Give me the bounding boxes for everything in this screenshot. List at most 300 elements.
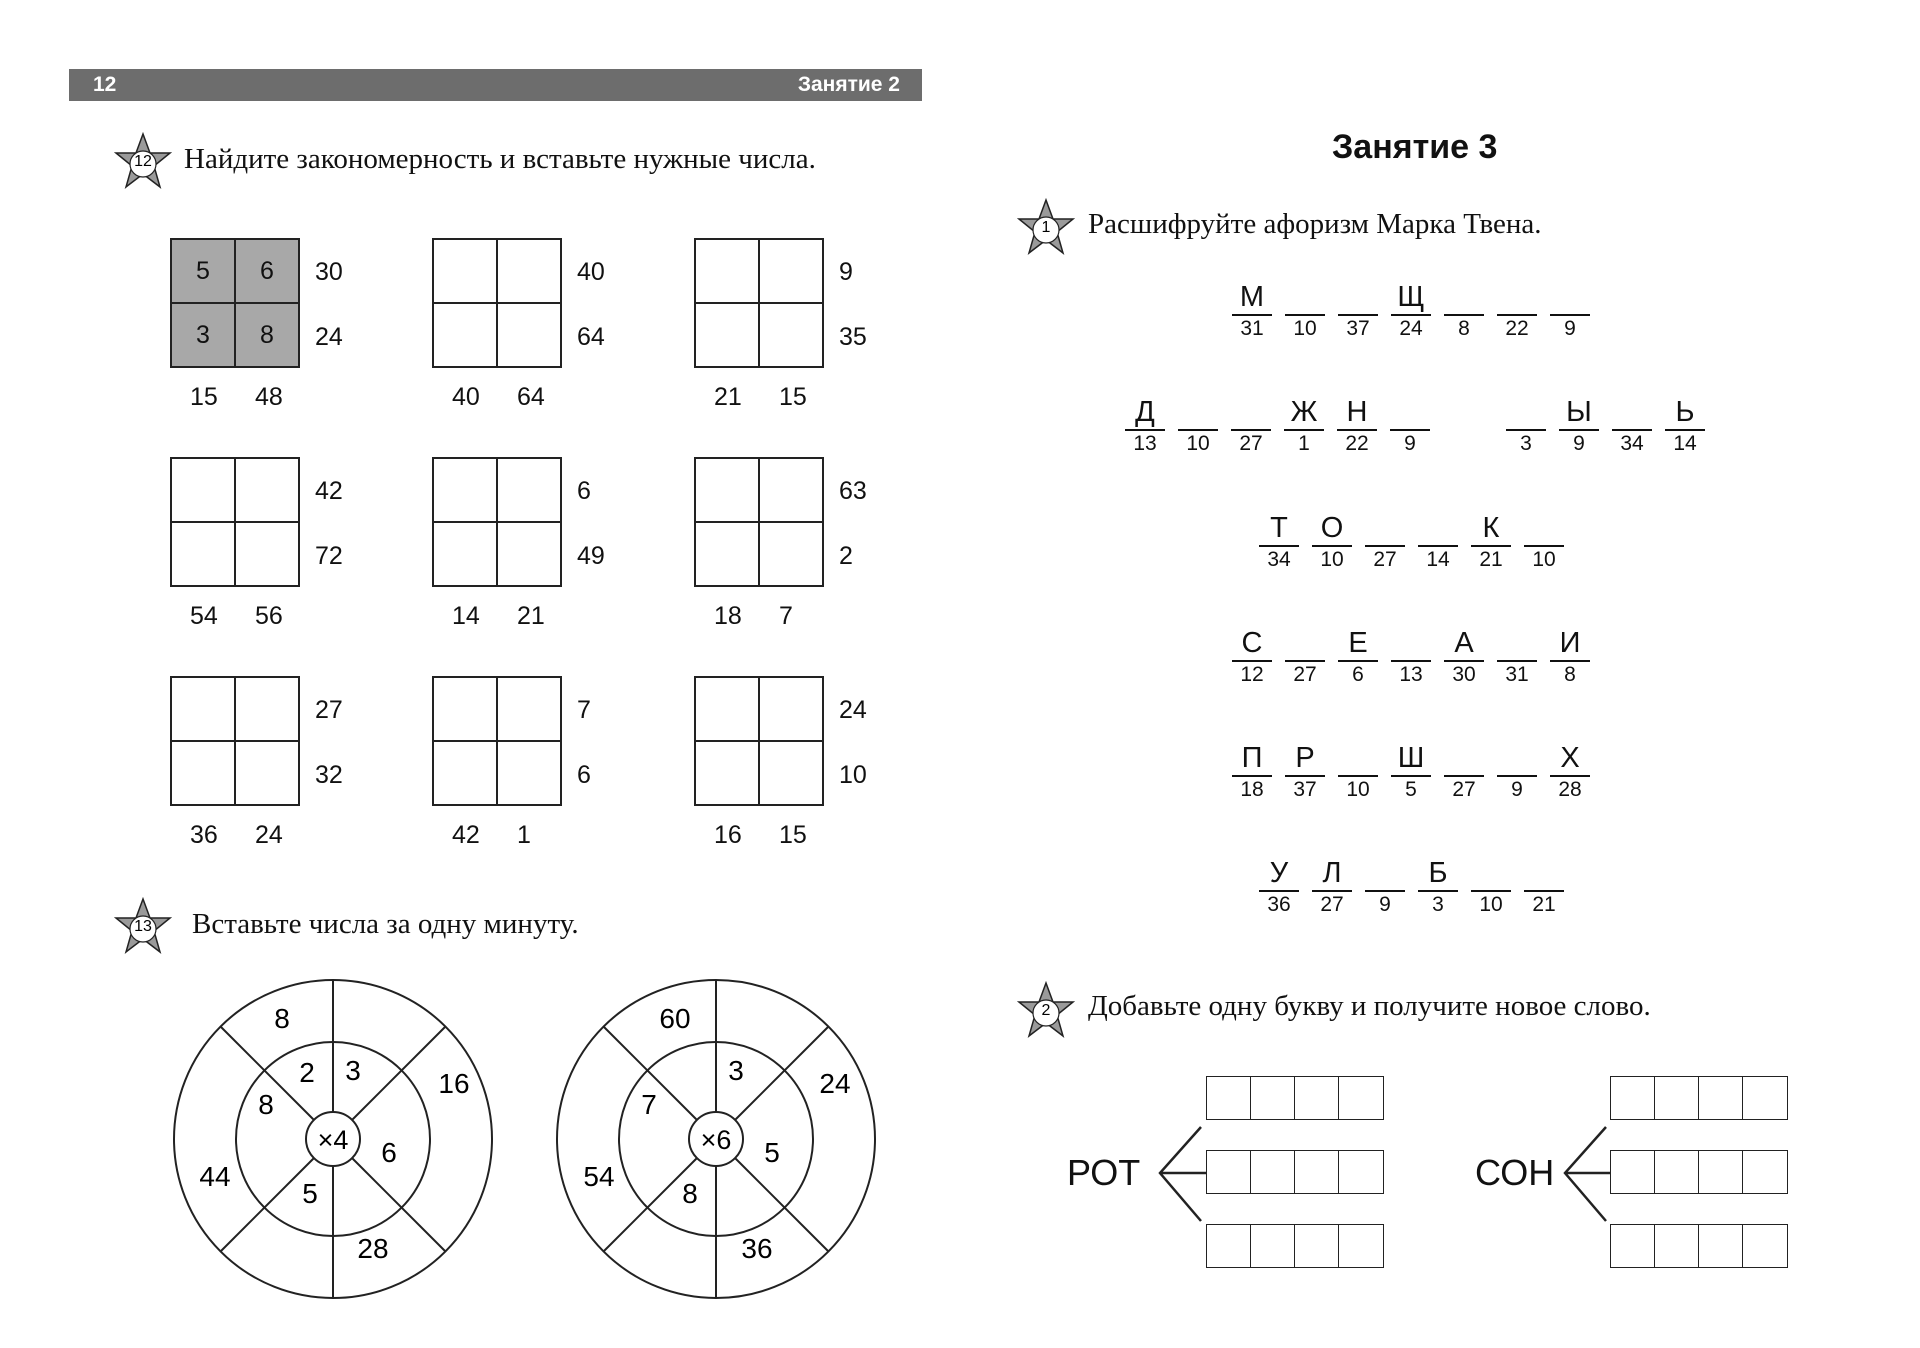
cipher-code: 12 [1240, 663, 1264, 686]
cipher-letter: К [1482, 512, 1500, 544]
answer-line [1665, 429, 1705, 431]
column-result: 24 [255, 821, 283, 849]
lesson-label: Занятие 2 [797, 73, 900, 96]
wheel-2-inner-value: 5 [764, 1137, 780, 1168]
cipher-slot[interactable] [1363, 512, 1407, 570]
number-grid [694, 676, 824, 806]
cipher-letter: Т [1270, 512, 1288, 544]
column-result: 14 [452, 602, 480, 630]
grid-cell[interactable] [497, 741, 561, 805]
cipher-slot[interactable] [1229, 396, 1273, 454]
page-number: 12 [93, 73, 117, 96]
cipher-letter [1388, 396, 1432, 428]
grid-cell[interactable] [171, 741, 235, 805]
wheel-2-outer-value: 24 [819, 1068, 851, 1099]
cipher-letter [1229, 396, 1273, 428]
column-result: 16 [714, 821, 742, 849]
cipher-code: 22 [1345, 432, 1369, 455]
cipher-code: 8 [1458, 317, 1470, 340]
cipher-row [1123, 396, 1716, 454]
cipher-letter [1442, 281, 1486, 313]
cipher-slot[interactable] [1336, 627, 1380, 685]
number-grid [694, 457, 824, 587]
cipher-slot[interactable] [1389, 627, 1433, 685]
task-1-number: 1 [1041, 219, 1051, 236]
task-2-text: Добавьте одну букву и получите новое слово. [1088, 990, 1651, 1022]
row-result: 72 [315, 542, 343, 570]
column-result: 15 [779, 821, 807, 849]
cipher-letter: И [1559, 627, 1581, 659]
cipher-letter [1495, 627, 1539, 659]
page-header-bar [69, 69, 922, 101]
cipher-code: 37 [1293, 778, 1317, 801]
grid-cell[interactable] [171, 677, 235, 741]
wheel-2-center: ×6 [700, 1125, 732, 1155]
cipher-code: 10 [1532, 548, 1556, 571]
number-grid [432, 457, 562, 587]
branch-arrow-icon [1561, 1125, 1613, 1225]
column-result: 56 [255, 602, 283, 630]
answer-line [1391, 775, 1431, 777]
answer-line [1125, 429, 1165, 431]
grid-cell[interactable] [497, 522, 561, 586]
cipher-letter: А [1454, 627, 1474, 659]
cipher-slot[interactable] [1522, 512, 1566, 570]
answer-line [1231, 429, 1271, 431]
wheel-1-inner-value: 2 [299, 1057, 315, 1088]
cipher-code: 18 [1240, 778, 1264, 801]
cipher-code: 8 [1564, 663, 1576, 686]
lesson-3-title: Занятие 3 [1332, 128, 1498, 166]
answer-line [1524, 545, 1564, 547]
answer-line [1338, 775, 1378, 777]
cipher-code: 5 [1405, 778, 1417, 801]
row-result: 24 [839, 696, 867, 724]
word-rot: РОТ [1067, 1152, 1141, 1193]
cipher-letter: М [1239, 281, 1265, 313]
grid-cell: 8 [235, 303, 299, 367]
column-result: 64 [517, 383, 545, 411]
cipher-slot[interactable] [1416, 512, 1460, 570]
grid-cell[interactable] [235, 458, 299, 522]
answer-line [1285, 314, 1325, 316]
answer-line [1444, 660, 1484, 662]
answer-line [1471, 545, 1511, 547]
cipher-code: 27 [1320, 893, 1344, 916]
answer-line [1471, 890, 1511, 892]
cipher-code: 31 [1505, 663, 1529, 686]
row-result: 24 [315, 323, 343, 351]
cipher-code: 21 [1479, 548, 1503, 571]
cipher-slot[interactable] [1283, 627, 1327, 685]
answer-line [1232, 314, 1272, 316]
column-result: 1 [517, 821, 531, 849]
cipher-slot[interactable] [1557, 396, 1601, 454]
task-12-number: 12 [134, 153, 152, 170]
cipher-slot[interactable] [1310, 857, 1354, 915]
cipher-slot[interactable] [1257, 857, 1301, 915]
row-result: 6 [577, 477, 591, 505]
column-result: 54 [190, 602, 218, 630]
answer-line [1550, 775, 1590, 777]
cipher-slot[interactable] [1363, 857, 1407, 915]
cipher-row [1230, 627, 1601, 685]
cipher-slot[interactable] [1283, 742, 1327, 800]
cipher-slot[interactable] [1504, 396, 1548, 454]
cipher-slot[interactable] [1230, 742, 1274, 800]
row-result: 27 [315, 696, 343, 724]
answer-line [1418, 545, 1458, 547]
cipher-code: 14 [1673, 432, 1697, 455]
task-13-star-icon [114, 897, 172, 955]
column-result: 42 [452, 821, 480, 849]
cipher-slot[interactable] [1230, 281, 1274, 339]
cipher-letter [1283, 281, 1327, 313]
cipher-letter [1504, 396, 1548, 428]
column-result: 48 [255, 383, 283, 411]
grid-cell[interactable] [433, 522, 497, 586]
row-result: 63 [839, 477, 867, 505]
answer-line [1337, 429, 1377, 431]
cipher-letter: Д [1135, 396, 1155, 428]
wheel-2-inner-value: 8 [682, 1178, 698, 1209]
answer-line [1444, 775, 1484, 777]
grid-cell[interactable] [497, 239, 561, 303]
branch-arrow-icon [1156, 1125, 1208, 1225]
cipher-letter [1548, 281, 1592, 313]
cipher-code: 3 [1432, 893, 1444, 916]
cipher-slot[interactable] [1548, 627, 1592, 685]
number-grid [432, 676, 562, 806]
answer-line [1232, 775, 1272, 777]
cipher-slot[interactable] [1495, 627, 1539, 685]
cipher-letter: Л [1322, 857, 1342, 889]
cipher-slot[interactable] [1310, 512, 1354, 570]
cipher-slot[interactable] [1389, 281, 1433, 339]
word-answer-boxes[interactable] [1610, 1150, 1788, 1194]
cipher-letter: Ж [1290, 396, 1318, 428]
answer-line [1497, 775, 1537, 777]
cipher-code: 34 [1267, 548, 1291, 571]
task-12-star-icon [114, 132, 172, 190]
grid-cell[interactable] [433, 239, 497, 303]
number-grid [170, 238, 300, 368]
grid-cell[interactable] [497, 303, 561, 367]
cipher-letter: Ь [1675, 396, 1695, 428]
number-grid [170, 676, 300, 806]
cipher-slot[interactable] [1336, 281, 1380, 339]
cipher-slot[interactable] [1442, 742, 1486, 800]
cipher-code: 6 [1352, 663, 1364, 686]
cipher-slot[interactable] [1442, 281, 1486, 339]
answer-line [1259, 545, 1299, 547]
grid-cell[interactable] [433, 741, 497, 805]
cipher-letter [1336, 742, 1380, 774]
wheel-2-inner-value: 3 [728, 1055, 744, 1086]
column-result: 15 [190, 383, 218, 411]
cipher-row [1230, 742, 1601, 800]
answer-line [1497, 314, 1537, 316]
grid-cell[interactable] [759, 522, 823, 586]
wheel-1-outer-value: 44 [199, 1161, 231, 1192]
column-result: 21 [517, 602, 545, 630]
answer-line [1612, 429, 1652, 431]
answer-line [1524, 890, 1564, 892]
answer-line [1259, 890, 1299, 892]
row-result: 7 [577, 696, 591, 724]
row-result: 42 [315, 477, 343, 505]
word-gap [1441, 396, 1495, 454]
cipher-letter: Щ [1397, 281, 1425, 313]
cipher-code: 3 [1520, 432, 1532, 455]
wheel-1-inner-value: 8 [258, 1089, 274, 1120]
cipher-letter: Б [1428, 857, 1448, 889]
cipher-code: 13 [1399, 663, 1423, 686]
wheel-1-outer-value: 16 [438, 1068, 470, 1099]
row-result: 10 [839, 761, 867, 789]
cipher-letter: Н [1346, 396, 1368, 428]
answer-line [1178, 429, 1218, 431]
word-answer-boxes[interactable] [1206, 1076, 1384, 1120]
cipher-letter [1522, 857, 1566, 889]
row-result: 6 [577, 761, 591, 789]
cipher-slot[interactable] [1257, 512, 1301, 570]
row-result: 64 [577, 323, 605, 351]
cipher-letter: Е [1348, 627, 1368, 659]
task-2-number: 2 [1041, 1002, 1051, 1019]
number-grid [432, 238, 562, 368]
column-result: 40 [452, 383, 480, 411]
grid-cell[interactable] [695, 522, 759, 586]
cipher-letter: О [1320, 512, 1344, 544]
grid-cell[interactable] [695, 741, 759, 805]
row-result: 30 [315, 258, 343, 286]
grid-cell[interactable] [759, 239, 823, 303]
cipher-letter [1610, 396, 1654, 428]
answer-line [1365, 890, 1405, 892]
grid-cell[interactable] [235, 522, 299, 586]
multiplication-wheel-1 [170, 976, 496, 1302]
wheel-1-center: ×4 [317, 1125, 349, 1155]
cipher-code: 36 [1267, 893, 1291, 916]
grid-cell[interactable] [235, 677, 299, 741]
answer-line [1497, 660, 1537, 662]
cipher-code: 10 [1186, 432, 1210, 455]
cipher-letter: Ы [1566, 396, 1592, 428]
cipher-letter: Р [1295, 742, 1315, 774]
grid-cell[interactable] [433, 303, 497, 367]
column-result: 36 [190, 821, 218, 849]
grid-cell[interactable] [433, 458, 497, 522]
task-13-number: 13 [134, 918, 152, 935]
cipher-code: 9 [1564, 317, 1576, 340]
wheel-1-inner-value: 6 [381, 1137, 397, 1168]
grid-cell[interactable] [497, 458, 561, 522]
cipher-code: 9 [1404, 432, 1416, 455]
cipher-code: 30 [1452, 663, 1476, 686]
row-result: 35 [839, 323, 867, 351]
grid-cell: 3 [171, 303, 235, 367]
wheel-1-inner-value: 5 [302, 1178, 318, 1209]
grid-cell[interactable] [695, 458, 759, 522]
answer-line [1285, 775, 1325, 777]
cipher-slot[interactable] [1548, 742, 1592, 800]
row-result: 2 [839, 542, 853, 570]
cipher-slot[interactable] [1335, 396, 1379, 454]
cipher-slot[interactable] [1469, 512, 1513, 570]
wheel-2-outer-value: 36 [741, 1233, 773, 1264]
cipher-letter [1495, 281, 1539, 313]
cipher-letter [1522, 512, 1566, 544]
cipher-row [1257, 857, 1575, 915]
cipher-code: 1 [1298, 432, 1310, 455]
cipher-letter [1283, 627, 1327, 659]
cipher-letter [1389, 627, 1433, 659]
grid-cell[interactable] [759, 677, 823, 741]
cipher-slot[interactable] [1548, 281, 1592, 339]
column-result: 7 [779, 602, 793, 630]
answer-line [1365, 545, 1405, 547]
answer-line [1232, 660, 1272, 662]
cipher-letter [1176, 396, 1220, 428]
cipher-letter: У [1269, 857, 1289, 889]
grid-cell[interactable] [695, 239, 759, 303]
cipher-code: 21 [1532, 893, 1556, 916]
grid-cell[interactable] [695, 677, 759, 741]
word-answer-boxes[interactable] [1610, 1224, 1788, 1268]
column-result: 15 [779, 383, 807, 411]
column-result: 18 [714, 602, 742, 630]
cipher-letter [1416, 512, 1460, 544]
cipher-letter: П [1241, 742, 1263, 774]
cipher-code: 14 [1426, 548, 1450, 571]
task-1-star-icon [1017, 198, 1075, 256]
cipher-slot[interactable] [1336, 742, 1380, 800]
cipher-letter [1469, 857, 1513, 889]
cipher-code: 9 [1511, 778, 1523, 801]
cipher-slot[interactable] [1495, 281, 1539, 339]
answer-line [1285, 660, 1325, 662]
cipher-slot[interactable] [1176, 396, 1220, 454]
cipher-code: 9 [1573, 432, 1585, 455]
word-answer-boxes[interactable] [1610, 1076, 1788, 1120]
word-son: СОН [1475, 1152, 1555, 1193]
cipher-letter: Ш [1397, 742, 1425, 774]
cipher-letter [1336, 281, 1380, 313]
grid-cell: 5 [171, 239, 235, 303]
cipher-slot[interactable] [1442, 627, 1486, 685]
word-answer-boxes[interactable] [1206, 1224, 1384, 1268]
wheel-2-inner-value: 7 [641, 1089, 657, 1120]
answer-line [1312, 890, 1352, 892]
answer-line [1338, 660, 1378, 662]
cipher-code: 37 [1346, 317, 1370, 340]
answer-line [1338, 314, 1378, 316]
word-answer-boxes[interactable] [1206, 1150, 1384, 1194]
cipher-code: 22 [1505, 317, 1529, 340]
wheel-2-outer-value: 54 [583, 1161, 615, 1192]
cipher-letter [1363, 512, 1407, 544]
column-result: 21 [714, 383, 742, 411]
answer-line [1506, 429, 1546, 431]
cipher-code: 28 [1558, 778, 1582, 801]
grid-cell[interactable] [497, 677, 561, 741]
cipher-slot[interactable] [1388, 396, 1432, 454]
cipher-code: 10 [1320, 548, 1344, 571]
cipher-slot[interactable] [1469, 857, 1513, 915]
grid-cell[interactable] [759, 303, 823, 367]
cipher-slot[interactable] [1416, 857, 1460, 915]
grid-cell[interactable] [171, 458, 235, 522]
cipher-letter: С [1241, 627, 1263, 659]
cipher-code: 27 [1239, 432, 1263, 455]
wheel-1-outer-value: 8 [274, 1003, 290, 1034]
cipher-code: 27 [1293, 663, 1317, 686]
row-result: 9 [839, 258, 853, 286]
cipher-slot[interactable] [1123, 396, 1167, 454]
cipher-code: 10 [1479, 893, 1503, 916]
cipher-code: 10 [1293, 317, 1317, 340]
cipher-letter: Х [1560, 742, 1580, 774]
grid-cell[interactable] [433, 677, 497, 741]
cipher-code: 13 [1133, 432, 1157, 455]
cipher-code: 31 [1240, 317, 1264, 340]
grid-cell[interactable] [759, 741, 823, 805]
grid-cell[interactable] [171, 522, 235, 586]
cipher-slot[interactable] [1282, 396, 1326, 454]
cipher-code: 9 [1379, 893, 1391, 916]
answer-line [1391, 314, 1431, 316]
cipher-code: 27 [1373, 548, 1397, 571]
grid-cell[interactable] [759, 458, 823, 522]
task-13-text: Вставьте числа за одну минуту. [192, 908, 579, 940]
answer-line [1550, 660, 1590, 662]
row-result: 49 [577, 542, 605, 570]
answer-line [1312, 545, 1352, 547]
cipher-letter [1363, 857, 1407, 889]
row-result: 32 [315, 761, 343, 789]
row-result: 40 [577, 258, 605, 286]
cipher-slot[interactable] [1495, 742, 1539, 800]
number-grid [170, 457, 300, 587]
cipher-slot[interactable] [1610, 396, 1654, 454]
cipher-slot[interactable] [1230, 627, 1274, 685]
answer-line [1444, 314, 1484, 316]
answer-line [1390, 429, 1430, 431]
answer-line [1284, 429, 1324, 431]
grid-cell[interactable] [235, 741, 299, 805]
grid-cell: 6 [235, 239, 299, 303]
cipher-slot[interactable] [1283, 281, 1327, 339]
cipher-code: 34 [1620, 432, 1644, 455]
cipher-slot[interactable] [1663, 396, 1707, 454]
cipher-slot[interactable] [1389, 742, 1433, 800]
answer-line [1559, 429, 1599, 431]
number-grid [694, 238, 824, 368]
answer-line [1391, 660, 1431, 662]
cipher-letter [1495, 742, 1539, 774]
answer-line [1550, 314, 1590, 316]
cipher-slot[interactable] [1522, 857, 1566, 915]
wheel-1-inner-value: 3 [345, 1055, 361, 1086]
cipher-code: 10 [1346, 778, 1370, 801]
answer-line [1418, 890, 1458, 892]
grid-cell[interactable] [695, 303, 759, 367]
wheel-1-outer-value: 28 [357, 1233, 389, 1264]
task-1-text: Расшифруйте афоризм Марка Твена. [1088, 208, 1542, 240]
wheel-2-outer-value: 60 [659, 1003, 691, 1034]
task-12-text: Найдите закономерность и вставьте нужные числа. [184, 143, 816, 175]
